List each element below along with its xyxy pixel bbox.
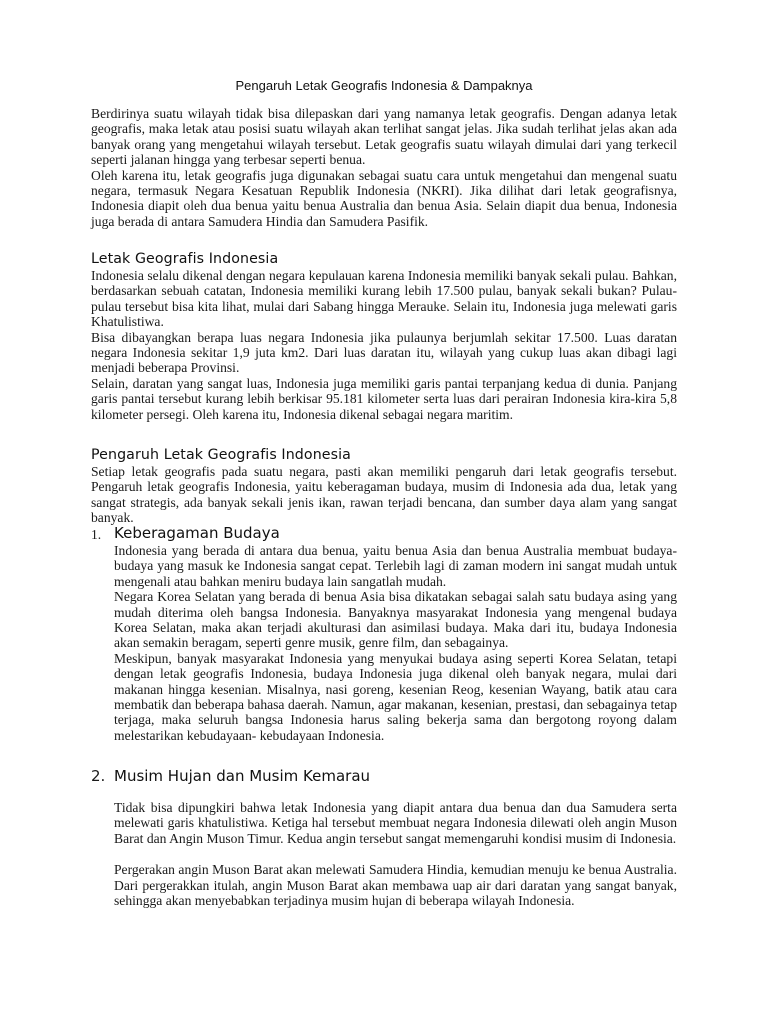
list-item-paragraph: Meskipun, banyak masyarakat Indonesia yang menyukai budaya asing seperti Korea Selatan, tetapi dengan letak geografis Indonesia, budaya Indonesia juga dikenal oleh banyak negara, mulai dari makanan hingga kesenian. Misalnya, nasi goreng, kesenian Reog, kesenian Wayang, batik atau cara membatik dan beberapa bahasa daerah. Namun, agar makanan, kesenian, prestasi, dan sebagainya tetap terjaga, maka seluruh bangsa Indonesia harus saling bekerja sama dan bergotong royong dalam melestarikan kebudayaan- kebudayaan Indonesia. [114,650,677,743]
section-heading: Letak Geografis Indonesia [91,251,279,267]
list-item-paragraph: Indonesia yang berada di antara dua benua, yaitu benua Asia dan benua Australia membuat budaya-budaya yang masuk ke Indonesia sangat cepat. Terlebih lagi di zaman modern ini sangat mudah untuk mengenali atau bahkan meniru budaya lain sangatlah mudah. [114,543,677,589]
list-item-keberagaman-budaya [114,523,677,743]
section-paragraph: Bisa dibayangkan berapa luas negara Indonesia jika pulaunya berjumlah sekitar 17.500. Luas daratan negara Indonesia sekitar 1,9 juta km2. Dari luas daratan itu, wilayah yang cukup luas akan dibagi lagi menjadi beberapa Provinsi. [91,329,677,376]
intro-paragraph-2: Oleh karena itu, letak geografis juga digunakan sebagai suatu cara untuk mengetahui dan mengenal suatu negara, termasuk Negara Kesatuan Republik Indonesia (NKRI). Jika dilihat dari letak geografisnya, Indonesia diapit oleh dua benua yaitu benua Australia dan benua Asia. Selain diapit dua benua, Indonesia juga berada di antara Samudera Hindia dan Samudera Pasifik. [91,167,677,229]
section-paragraph: Indonesia selalu dikenal dengan negara kepulauan karena Indonesia memiliki banyak sekali pulau. Bahkan, berdasarkan sebuah catatan, Indonesia memiliki kurang lebih 17.500 pulau, banyak sekali bukan? Pulau-pulau tersebut bisa kita lihat, mulai dari Sabang hingga Merauke. Selain itu, Indonesia juga melewati garis Khatulistiwa. [91,268,677,330]
list-item-paragraph: Negara Korea Selatan yang berada di benua Asia bisa dikatakan sebagai salah satu budaya asing yang mudah diterima oleh bangsa Indonesia. Banyaknya masyarakat Indonesia yang mengenal budaya Korea Selatan, maka akan terjadi akulturasi dan asimilasi budaya. Maka dari itu, budaya Indonesia akan semakin beragam, seperti genre musik, genre film, dan sebagainya. [114,589,677,651]
intro-paragraph-1: Berdirinya suatu wilayah tidak bisa dilepaskan dari yang namanya letak geografis. Dengan adanya letak geografis, maka letak atau posisi suatu wilayah akan terlihat sangat jelas. Jika sudah terlihat jelas akan ada banyak orang yang mengetahui wilayah tersebut. Letak geografis suatu wilayah dimulai dari yang terkecil seperti jalanan hingga yang terbesar seperti benua. [91,106,677,168]
list-number: 1. [91,527,102,542]
section-paragraph: Selain, daratan yang sangat luas, Indonesia juga memiliki garis pantai terpanjang kedua di dunia. Panjang garis pantai tersebut kurang lebih berkisar 95.181 kilometer serta luas dari perairan Indonesia kira-kira 5,8 kilometer persegi. Oleh karena itu, Indonesia dikenal sebagai negara maritim. [91,375,677,422]
list-item-paragraph: Tidak bisa dipungkiri bahwa letak Indonesia yang diapit antara dua benua dan dua Samudera serta melewati garis khatulistiwa. Ketiga hal tersebut membuat negara Indonesia dilewati oleh angin Muson Barat dan Angin Muson Timur. Kedua angin tersebut sangat memengaruhi kondisi musim di Indonesia. [114,800,677,846]
list-number: 2. [91,767,106,785]
document-title: Pengaruh Letak Geografis Indonesia & Dampaknya [235,78,533,93]
list-item-musim [114,766,677,908]
section-pengaruh [91,446,677,526]
list-item-heading: Keberagaman Budaya [114,524,280,542]
section-paragraph: Setiap letak geografis pada suatu negara, pasti akan memiliki pengaruh dari letak geografis tersebut. Pengaruh letak geografis Indonesia, yaitu keberagaman budaya, musim di Indonesia ada dua, letak yang sangat strategis, ada banyak sekali jenis ikan, rawan terjadi bencana, dan sumber daya alam yang sangat banyak. [91,464,677,526]
list-item-paragraph: Pergerakan angin Muson Barat akan melewati Samudera Hindia, kemudian menuju ke benua Australia. Dari pergerakkan itulah, angin Muson Barat akan membawa uap air dari daratan yang sangat banyak, sehingga akan menyebabkan terjadinya musim hujan di beberapa wilayah Indonesia. [114,862,677,909]
list-item-heading: Musim Hujan dan Musim Kemarau [114,767,371,785]
section-letak-geografis [91,250,677,422]
section-heading: Pengaruh Letak Geografis Indonesia [91,447,351,463]
intro-section [91,106,677,229]
